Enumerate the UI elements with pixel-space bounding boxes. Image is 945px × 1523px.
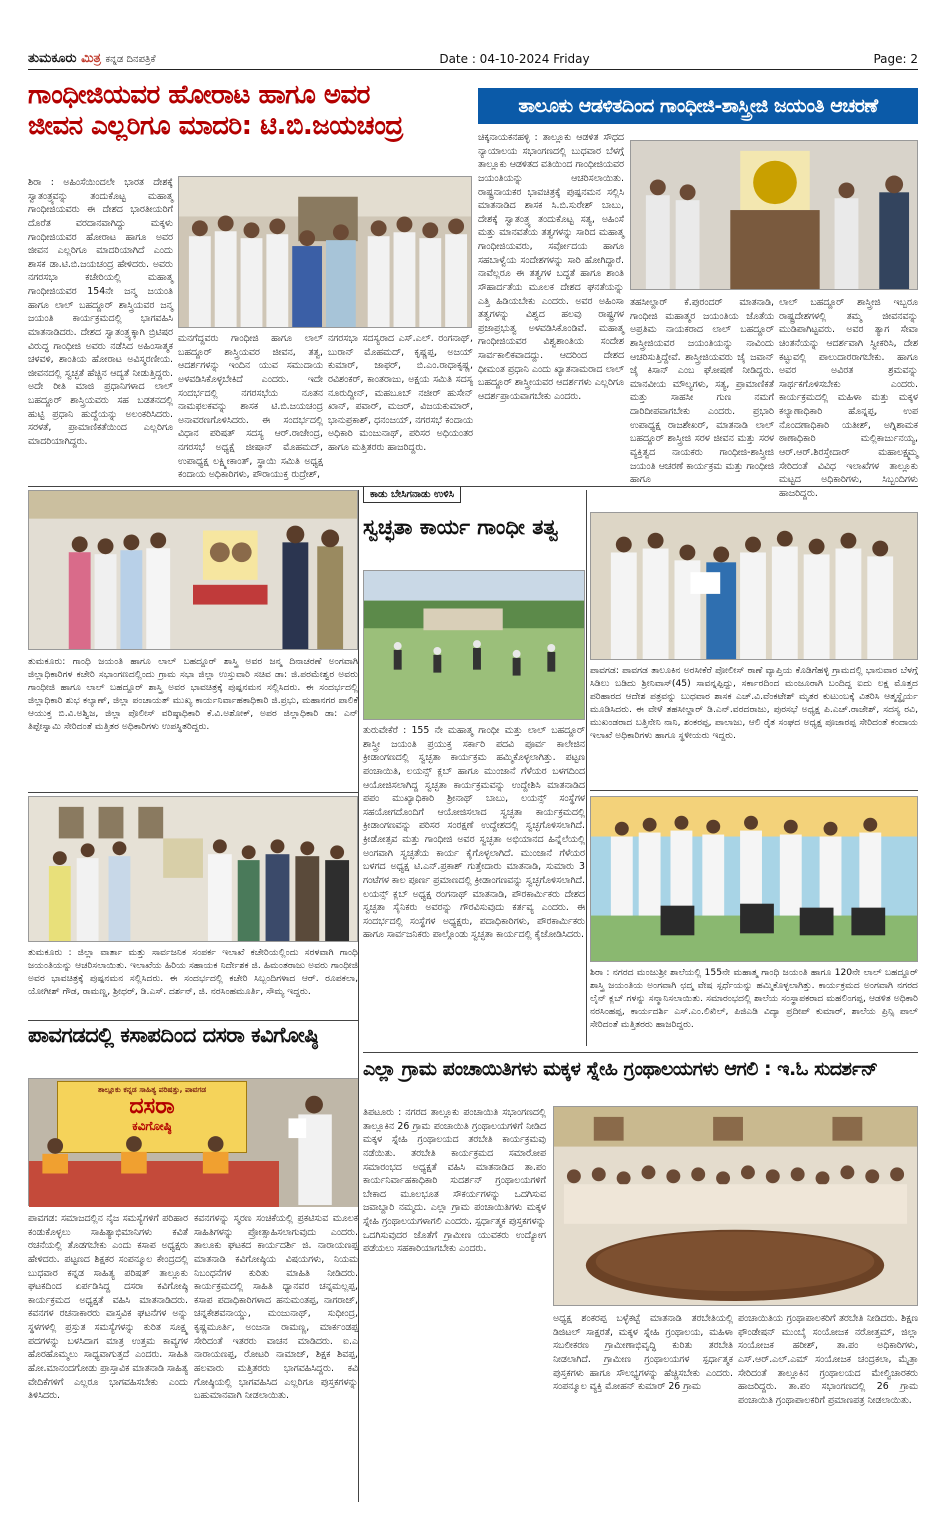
story5-photo <box>553 1106 918 1306</box>
story3-headline: ಸ್ವಚ್ಛತಾ ಕಾರ್ಯ ಗಾಂಧೀ ತತ್ವ <box>363 515 559 539</box>
poster-title: ದಸರಾ <box>129 1094 175 1119</box>
story4-headline: ಪಾವಗಡದಲ್ಲಿ ಕಸಾಪದಿಂದ ದಸರಾ ಕವಿಗೋಷ್ಠಿ <box>28 1023 319 1047</box>
tumkur-dc-photo <box>28 490 358 650</box>
column-rule <box>358 490 359 1502</box>
story3-tag: ಕಾಡು ಬೇಸಿಗನಾಡು ಉಳಿಸಿ <box>363 486 461 503</box>
caption-info-dept: ತುಮಕೂರು : ಜಿಲ್ಲಾ ವಾರ್ತಾ ಮತ್ತು ಸಾರ್ವಜನಿಕ ಸಂಪರ್ಕ ಇಲಾಖೆ ಕಚೇರಿಯಲ್ಲಿಂದು ಸರಳವಾಗಿ ಗಾಂಧಿ ಜಯಂತಿಯನ್ನು ಆಚರಿಸಲಾಯಿತು. ಇಲಾಖೆಯ ಹಿರಿಯ ಸಹಾಯಕ ನಿರ್ದೇಶಕ ಜಿ. ಹಿಮಂತರಾಜು ಅವರು ಗಾಂಧೀಜಿ ಅವರ ಭಾವಚಿತ್ರಕ್ಕೆ ಪುಷ್ಪನಮನ ಸಲ್ಲಿಸಿದರು. ಈ ಸಂದರ್ಭದಲ್ಲಿ ಕಚೇರಿ ಸಿಬ್ಬಂದಿಗಳಾದ ಆರ್. ರೂಪಕಲಾ, ಯೋಗೀಶ್ ಗೌಡ, ರಾಮಣ್ಣ, ಶ್ರೀಧರ್, ಡಿ.ಎಸ್. ದರ್ಶನ್, ಜಿ. ನರಸಿಂಹಮೂರ್ತಿ, ಸೌಮ್ಯ ಇದ್ದರು. <box>28 947 358 998</box>
story2-banner: ತಾಲೂಕು ಆಡಳಿತದಿಂದ ಗಾಂಧೀಜಿ-ಶಾಸ್ತ್ರೀಜಿ ಜಯಂತಿ ಆಚರಣೆ <box>478 88 918 124</box>
story3-photo <box>363 570 585 720</box>
poster-organiser: ತಾಲ್ಲೂಕು ಕನ್ನಡ ಸಾಹಿತ್ಯ ಪರಿಷತ್ತು, ಪಾವಗಡ <box>97 1085 207 1094</box>
story1-headline-line2: ಜೀವನ ಎಲ್ಲರಿಗೂ ಮಾದರಿ: ಟಿ.ಬಿ.ಜಯಚಂದ್ರ <box>28 111 403 142</box>
story4-col1: ಪಾವಗಡ: ಸಮಾಜದಲ್ಲಿನ ನೈಜ ಸಮಸ್ಯೆಗಳಿಗೆ ಪರಿಹಾರ ಕಂಡುಕೊಳ್ಳಲು ಸಾಹಿತ್ಯಾಭಿಮಾನಿಗಳು ಕವಿತೆ ರಚನೆಯಲ್ಲಿ ತೊಡಗಬೇಕು ಎಂದು ಕಸಾಪ ಅಧ್ಯಕ್ಷರು ಹೇಳಿದರು. ಪಟ್ಟಣದ ಶಿಕ್ಷಕರ ಸಂಪನ್ಮೂಲ ಕೇಂದ್ರದಲ್ಲಿ ಬುಧವಾರ ಕನ್ನಡ ಸಾಹಿತ್ಯ ಪರಿಷತ್ ತಾಲ್ಲೂಕು ಘಟಕದಿಂದ ಏರ್ಪಡಿಸಿದ್ದ ದಸರಾ ಕವಿಗೋಷ್ಠಿ ಕಾರ್ಯಕ್ರಮದ ಅಧ್ಯಕ್ಷತೆ ವಹಿಸಿ ಮಾತನಾಡಿದರು. ಕವನಗಳ ರಚನಾಕಾರರು ವಾಸ್ತವಿಕ ಘಟನೆಗಳ ಅನ್ನು ಸ್ಥಳಗಳಲ್ಲಿ ಪ್ರಸ್ತುತ ಸಮಸ್ಯೆಗಳನ್ನು ಕುರಿತ ಸೂಕ್ಷ್ಮ ಪದಗಳನ್ನು ಬಳಸಿದಾಗ ಮಾತ್ರ ಉತ್ತಮ ಕಾವ್ಯಗಳ ಹೊರಹೊಮ್ಮಲು ಸಾಧ್ಯವಾಗುತ್ತದೆ ಎಂದರು. ಸಾಹಿತಿ ಹೋ.ಮಾನಂದಗೋಡು ಪ್ರಾಸ್ತಾವಿಕ ಮಾತನಾಡಿ ಸಾಹಿತ್ಯ ವೇದಿಕೆಗಳಿಗೆ ಎಲ್ಲರೂ ಭಾಗವಹಿಸಬೇಕು ಎಂದು ತಿಳಿಸಿದರು. <box>28 1213 188 1402</box>
story1-col3: ನಗರಸಭಾ ಸದಸ್ಯರಾದ ಎಸ್.ಎಲ್. ರಂಗನಾಥ್, ಬುರಾನ್ ಮೊಹಮದ್, ಕೃಷ್ಣಪ್ಪ, ಅಜಯ್ ಕುಮಾರ್, ಜಾಫರ್, ಬಿ.ಎಂ.ರಾಧಾಕೃಷ್ಣ, ರವಿಶಂಕರ್, ಕಾಂತರಾಜು, ಅಕ್ಷಯ ಸಮಿತಿ ಸದಸ್ಯ ನೂರುದ್ದೀನ್, ಮಹಬೂಬ್ ನಜೀರ್ ಹುಸೇನ್ ಖಾನ್, ಪವಾರ್, ಮಜರ್, ವಿಜಯಕುಮಾರ್, ಭಾನುಪ್ರಕಾಶ್, ಧನಂಜಯ್, ನಗರಸಭೆ ಕಂದಾಯ ಅಧಿಕಾರಿ ಮಂಜುನಾಥ್, ಪರಿಸರ ಅಧಿಯಂತರ ಹಾಗೂ ಮತ್ತಿತರರು ಹಾಜರಿದ್ದರು. <box>328 333 473 453</box>
story2-col2: ತಹಸೀಲ್ದಾರ್ ಕೆ.ಪುರಂದರ್ ಮಾತನಾಡಿ, ಗಾಂಧೀಜಿ ಮಹಾತ್ಮರ ಜಯಂತಿಯ ಜೊತೆಯ ಅಪ್ರತಿಮ ನಾಯಕರಾದ ಲಾಲ್ ಬಹದ್ದೂರ್ ಶಾಸ್ತ್ರೀಜಿಯವರ ಜಯಂತಿಯನ್ನು ನಾವಿಂದು ಆಚರಿಸುತ್ತಿದ್ದೇವೆ. ಶಾಸ್ತ್ರೀಜಿಯವರು ಜೈ ಜವಾನ್ ಜೈ ಕಿಸಾನ್ ಎಂಬ ಘೋಷಣೆ ನೀಡಿದ್ದರು. ಮಾನವೀಯ ಮೌಲ್ಯಗಳು, ಸತ್ಯ, ಪ್ರಾಮಾಣಿಕತೆ ಮತ್ತು ಸಾಹಸೀ ಗುಣ ನಮಗೆ ದಾರಿದೀಪವಾಗಬೇಕು ಎಂದರು. ಪ್ರಭಾರಿ ಉಪಾಧ್ಯಕ್ಷ ರಾಜಶೇಖರ್, ಮಾತನಾಡಿ ಲಾಲ್ ಬಹದ್ದೂರ್ ಶಾಸ್ತ್ರೀಜಿ ಸರಳ ಜೀವನ ಮತ್ತು ಸರಳ ವ್ಯಕ್ತಿತ್ವದ ನಾಯಕರು ಗಾಂಧೀಜಿ-ಶಾಸ್ತ್ರೀಜಿ ಜಯಂತಿ ಆಚರಣೆ ಕಾರ್ಯಕ್ರಮ ಮತ್ತು ಗಾಂಧೀಜಿ ಹಾಗೂ <box>630 297 774 486</box>
story5-col1: ತಿಪಟೂರು : ನಗರದ ತಾಲ್ಲೂಕು ಪಂಚಾಯಿತಿ ಸಭಾಂಗಣದಲ್ಲಿ ತಾಲ್ಲೂಕಿನ 26 ಗ್ರಾಮ ಪಂಚಾಯಿತಿ ಗ್ರಂಥಾಲಯಗಳಿಗೆ ನೀಡಿದ ಮಕ್ಕಳ ಸ್ನೇಹಿ ಗ್ರಂಥಾಲಯದ ತರಬೇತಿ ಕಾರ್ಯಕ್ರಮವು ನಡೆಯಿತು. ತರಬೇತಿ ಕಾರ್ಯಕ್ರಮದ ಸಮಾರೋಪ ಸಮಾರಂಭದ ಅಧ್ಯಕ್ಷತೆ ವಹಿಸಿ ಮಾತನಾಡಿದ ತಾ.ಪಂ ಕಾರ್ಯನಿರ್ವಾಹಕಾಧಿಕಾರಿ ಸುದರ್ಶನ್ ಗ್ರಂಥಾಲಯಗಳಿಗೆ ಬೇಕಾದ ಮೂಲಭೂತ ಸೌಕರ್ಯಗಳನ್ನು ಒದಗಿಸುವ ಜವಾಬ್ದಾರಿ ನಮ್ಮದು. ಎಲ್ಲಾ ಗ್ರಾಮ ಪಂಚಾಯಿತಿಗಳು ಮಕ್ಕಳ ಸ್ನೇಹಿ ಗ್ರಂಥಾಲಯಗಳಾಗಲಿ ಎಂದರು. ಸ್ಪರ್ಧಾತ್ಮಕ ಪುಸ್ತಕಗಳನ್ನು ಒದಗಿಸುವುದರ ಜೊತೆಗೆ ಗ್ರಾಮೀಣ ಯುವಕರು ಉದ್ಯೋಗ ಪಡೆಯಲು ಸಹಕಾರಿಯಾಗಬೇಕು ಎಂದರು. <box>363 1107 546 1255</box>
info-dept-photo <box>28 796 358 942</box>
section-rule <box>28 486 918 487</box>
story4-photo <box>28 1078 358 1206</box>
story1-col1: ಶಿರಾ : ಅಹಿಂಸೆಯಿಂದಲೇ ಭಾರತ ದೇಶಕ್ಕೆ ಸ್ವಾತಂತ್ರ್ಯವನ್ನು ತಂದುಕೊಟ್ಟ ಮಹಾತ್ಮ ಗಾಂಧೀಜಿಯವರು ಈ ದೇಶದ ಭಾರತೀಯರಿಗೆ ದೊರೆತ ವರದಾನವಾಗಿದ್ದು ಮಕ್ಕಳು ಗಾಂಧೀಜಿಯವರ ಹೋರಾಟ ಹಾಗೂ ಅವರ ಜೀವನ ಎಲ್ಲರಿಗೂ ಮಾದರಿಯಾಗಿದೆ ಎಂದು ಶಾಸಕ ಡಾ.ಟಿ.ಬಿ.ಜಯಚಂದ್ರ ಹೇಳಿದರು. ಅವರು ನಗರಸಭಾ ಕಚೇರಿಯಲ್ಲಿ ಮಹಾತ್ಮ ಗಾಂಧೀಜಿಯವರ 154ನೇ ಜನ್ಮ ಜಯಂತಿ ಹಾಗೂ ಲಾಲ್ ಬಹದ್ದೂರ್ ಶಾಸ್ತ್ರಿಯವರ ಜನ್ಮ ಜಯಂತಿ ಕಾರ್ಯಕ್ರಮದಲ್ಲಿ ಭಾಗವಹಿಸಿ ಮಾತನಾಡಿದರು. ದೇಶದ ಸ್ವಾತಂತ್ರ್ಯಕ್ಕಾಗಿ ಬ್ರಿಟಿಷರ ವಿರುದ್ಧ ಗಾಂಧೀಜಿ ಅವರು ನಡೆಸಿದ ಅಹಿಂಸಾತ್ಮಕ ಚಳವಳಿ, ಶಾಂತಿಯ ಹೋರಾಟ ಅವಿಸ್ಮರಣೀಯ. ಜೀವನದಲ್ಲಿ ಸ್ವಚ್ಛತೆ ಹೆಚ್ಚಿನ ಆದ್ಯತೆ ನೀಡುತ್ತಿದ್ದರು. ಅದೇ ರೀತಿ ಮಾಜಿ ಪ್ರಧಾನಿಗಳಾದ ಲಾಲ್ ಬಹದ್ದೂರ್ ಶಾಸ್ತ್ರಿಯವರು ಸಹ ಬಡತನದಲ್ಲಿ ಹುಟ್ಟಿ ಪ್ರಧಾನಿ ಹುದ್ದೆಯನ್ನು ಅಲಂಕರಿಸಿದರು. ಸರಳತೆ, ಪ್ರಾಮಾಣಿಕತೆಯಿಂದ ಎಲ್ಲರಿಗೂ ಮಾದರಿಯಾಗಿದ್ದರು. <box>28 177 173 447</box>
story4-col2: ಕವನಗಳನ್ನು ಸ್ಮರಣ ಸಂಚಿಕೆಯಲ್ಲಿ ಪ್ರಕಟಿಸುವ ಮೂಲಕ ಸಾಹಿತಿಗಳನ್ನು ಪ್ರೋತ್ಸಾಹಿಸಲಾಗುವುದು ಎಂದರು. ತಾಲೂಕು ಘಟಕದ ಕಾರ್ಯದರ್ಶಿ ಜಿ. ನಾರಾಯಣಪ್ಪ ಮಾತನಾಡಿ ಕವಿಗೋಷ್ಠಿಯ ವಿಷಯಗಳು, ನಿಯಮ ನಿಬಂಧನೆಗಳ ಕುರಿತು ಮಾಹಿತಿ ನೀಡಿದರು. ಕಾರ್ಯಕ್ರಮದಲ್ಲಿ ಸಾಹಿತಿ ಧ್ಯಾನವರ ಚನ್ನಮಲ್ಲಪ್ಪ, ಕಸಾಪ ಪದಾಧಿಕಾರಿಗಳಾದ ಹನುಮಂತಪ್ಪ, ನಾಗರಾಜ್, ಚನ್ನಕೇಶವನಾಯ್ಡು, ಮಂಜುನಾಥ್, ಸುಧೀಂದ್ರ, ಕೃಷ್ಣಮೂರ್ತಿ, ಅಂಜನಾ ರಾಮಣ್ಣ, ಮಾರ್ಕಂಡಪ್ಪ ಸೇರಿದಂತೆ ಇತರರು ವಾಚನ ಮಾಡಿದರು. ಐ.ಎ ನಾರಾಯಣಪ್ಪ, ರೋಟರಿ ನಾಮಾಜ್, ಶಿಕ್ಷಕ ಶಿವಪ್ಪ, ಹಲವಾರು ಮತ್ತಿತರರು ಭಾಗವಹಿಸಿದ್ದರು. ಕವಿ ಗೋಷ್ಠಿಯಲ್ಲಿ ಭಾಗವಹಿಸಿದ ಎಲ್ಲರಿಗೂ ಪುಸ್ತಕಗಳನ್ನು ಬಹುಮಾನವಾಗಿ ನೀಡಲಾಯಿತು. <box>194 1213 358 1402</box>
section-rule <box>28 1020 358 1021</box>
issue-date: Date : 04-10-2024 Friday <box>439 51 590 66</box>
story1-headline-line1: ಗಾಂಧೀಜಿಯವರ ಹೋರಾಟ ಹಾಗೂ ಅವರ <box>28 80 370 110</box>
section-rule <box>590 790 918 791</box>
story1-col2: ಮನಗೆದ್ದವರು ಗಾಂಧೀಜಿ ಹಾಗೂ ಲಾಲ್ ಬಹದ್ದೂರ್ ಶಾಸ್ತ್ರಿಯವರ ಜೀವನ, ತತ್ವ, ಆದರ್ಶಗಳನ್ನು ಇಂದಿನ ಯುವ ಸಮುದಾಯ ಅಳವಡಿಸಿಕೊಳ್ಳಬೇಕಿದೆ ಎಂದರು. ಇದೇ ಸಂದರ್ಭದಲ್ಲಿ ನಗರಸಭೆಯ ನೂತನ ನಾಮಫಲಕವನ್ನು ಶಾಸಕ ಟಿ.ಬಿ.ಜಯಚಂದ್ರ ಅನಾವರಣಗೊಳಿಸಿದರು. ಈ ಸಂದರ್ಭದಲ್ಲಿ ವಿಧಾನ ಪರಿಷತ್ ಸದಸ್ಯ ಆರ್.ರಾಜೇಂದ್ರ, ನಗರಸಭೆ ಅಧ್ಯಕ್ಷೆ ಜೀಷಾನ್ ಮೊಹಮದ್, ಉಪಾಧ್ಯಕ್ಷ ಲಕ್ಷ್ಮೀಕಾಂತ್, ಸ್ಥಾಯಿ ಸಮಿತಿ ಅಧ್ಯಕ್ಷ ಕಂದಾಯ ಅಧಿಕಾರಿಗಳು, ಪೌರಾಯುಕ್ತ ರುದ್ರೇಶ್, <box>178 333 323 481</box>
paper-name-second: ಮಿತ್ರ <box>81 51 101 66</box>
story2-photo <box>630 140 918 290</box>
sira-school-photo <box>590 796 918 962</box>
section-rule <box>363 1052 918 1053</box>
page-number: Page: 2 <box>873 51 918 66</box>
story5-col3: ಪಂಚಾಯಿತಿಯ ಗ್ರಂಥಾಪಾಲಕರಿಗೆ ತರಬೇತಿ ನೀಡಿದರು. ಶಿಕ್ಷಣ ಫೌಂಡೇಷನ್ ಮುಂಬೈ ಸಂಯೋಜಕ ನರೋತ್ತಮ್, ಜಿಲ್ಲಾ ಸಂಯೋಜಕ ಹರೀಶ್, ತಾ.ಪಂ ಅಧಿಕಾರಿಗಳು, ಎಸ್.ಆರ್.ಎಲ್.ಎಮ್ ಸಂಯೋಜಕ ಚಂದ್ರಕಲಾ, ಮೈತ್ರಾ ಸೇರಿದಂತೆ ತಾಲ್ಲೂಕಿನ ಗ್ರಂಥಾಲಯದ ಮೇಲ್ವಿಚಾರಕರು ಹಾಜರಿದ್ದರು. ತಾ.ಪಂ ಸಭಾಂಗಣದಲ್ಲಿ 26 ಗ್ರಾಮ ಪಂಚಾಯಿತಿ ಗ್ರಂಥಾಪಾಲಕರಿಗೆ ಪ್ರಮಾಣಪತ್ರ ನೀಡಲಾಯಿತು. <box>738 1313 918 1406</box>
story5-headline: ಎಲ್ಲಾ ಗ್ರಾಮ ಪಂಚಾಯಿತಿಗಳು ಮಕ್ಕಳ ಸ್ನೇಹಿ ಗ್ರಂಥಾಲಯಗಳು ಆಗಲಿ : ಇ.ಓ ಸುದರ್ಶನ್ <box>363 1058 878 1080</box>
story1-photo <box>178 176 472 328</box>
paper-tagline: ಕನ್ನಡ ದಿನಪತ್ರಿಕೆ <box>105 54 156 65</box>
column-rule <box>586 490 587 1046</box>
paper-name-first: ತುಮಕೂರು <box>28 51 77 66</box>
story5-col2: ಅಧ್ಯಕ್ಷ ಶಂಕರಪ್ಪ ಬಳ್ಳೆಕಟ್ಟೆ ಮಾತನಾಡಿ ತರಬೇತಿಯಲ್ಲಿ ಡಿಜಿಟಲ್ ಸಾಕ್ಷರತೆ, ಮಕ್ಕಳ ಸ್ನೇಹಿ ಗ್ರಂಥಾಲಯ, ಮಹಿಳಾ ಸಬಲೀಕರಣ ಗ್ರಾಮೀಣಾಭಿವೃದ್ಧಿ ಕುರಿತು ತರಬೇತಿ ನೀಡಲಾಗಿದೆ. ಗ್ರಾಮೀಣ ಗ್ರಂಥಾಲಯಗಳ ಸ್ಪರ್ಧಾತ್ಮಕ ಪುಸ್ತಕಗಳು ಹಾಗೂ ಸೌಲಭ್ಯಗಳನ್ನು ಹೆಚ್ಚಿಸಬೇಕು ಎಂದರು. ಸಂಪನ್ಮೂಲ ವ್ಯಕ್ತಿ ಮೋಹನ್ ಕುಮಾರ್ 26 ಗ್ರಾಮ <box>553 1313 733 1393</box>
caption-pavagada-relief: ಪಾವಗಡ: ಪಾವಗಡ ತಾಲೂಕಿನ ಅರಸೀಕೆರೆ ಪೋಲೀಸ್ ಠಾಣೆ ವ್ಯಾಪ್ತಿಯ ಕೊಡಿಗೆಹಳ್ಳಿ ಗ್ರಾಮದಲ್ಲಿ ಭಾನುವಾರ ಬೆಳಗ್ಗೆ ಸಿಡಿಲು ಬಡಿದು ಶ್ರೀನಿವಾಸ್(45) ಸಾವನ್ನಪ್ಪಿದ್ದು, ಸರ್ಕಾರದಿಂದ ಮಂಜೂರಾಗಿ ಬಂದಿದ್ದ ಐದು ಲಕ್ಷ ಮೊತ್ತದ ಪರಿಹಾರದ ಆದೇಶ ಪತ್ರವನ್ನು ಬುಧವಾರ ಶಾಸಕ ಎಚ್.ವಿ.ವೆಂಕಟೇಶ್ ಮೃತರ ಕುಟುಂಬಕ್ಕೆ ವಿತರಿಸಿ ಆತ್ಮಸ್ಥೈರ್ಯ ಮೂಡಿಸಿದರು. ಈ ವೇಳೆ ತಹಸೀಲ್ದಾರ್ ಡಿ.ಎನ್.ವರದರಾಜು, ಪುರಸಭೆ ಅಧ್ಯಕ್ಷ ಪಿ.ಎಚ್.ರಾಜೇಶ್, ಸದಸ್ಯ ರವಿ, ಮುಖಂಡರಾದ ಬತ್ತಿನೇನಿ ನಾನಿ, ಶಂಕರಪ್ಪ, ಪಾಲಾಜು, ಆಲಿ ರೈತ ಸಂಘದ ಅಧ್ಯಕ್ಷ ಪೂಜಾರಪ್ಪ ಸೇರಿದಂತೆ ಕಂದಾಯ ಇಲಾಖೆ ಅಧಿಕಾರಿಗಳು ಹಾಗೂ ಸ್ಥಳೀಯರು ಇದ್ದರು. <box>590 665 918 742</box>
section-rule <box>28 792 358 793</box>
story2-col3: ಲಾಲ್ ಬಹದ್ದೂರ್ ಶಾಸ್ತ್ರೀಜಿ ಇಬ್ಬರೂ ರಾಷ್ಟ್ರದೇಶಗಳಲ್ಲಿ ತಮ್ಮ ಜೀವನವನ್ನು ಮುಡಿಪಾಗಿಟ್ಟವರು. ಅವರ ತ್ಯಾಗ ಸೇವಾ ಚಿಂತನೆಯನ್ನು ಆದರ್ಶವಾಗಿ ಸ್ವೀಕರಿಸಿ, ದೇಶ ಕಟ್ಟುವಲ್ಲಿ ಪಾಲುದಾರರಾಗಬೇಕು. ಹಾಗೂ ಅವರ ಅವಿರತ ಶ್ರಮವನ್ನು ಸಾರ್ಥಕಗೊಳಿಸಬೇಕು ಎಂದರು. ಕಾರ್ಯಕ್ರಮದಲ್ಲಿ ಮಹಿಳಾ ಮತ್ತು ಮಕ್ಕಳ ಕಲ್ಯಾಣಾಧಿಕಾರಿ ಹೊನ್ನಪ್ಪ, ಉಪ ನೊಂದಣಾಧಿಕಾರಿ ಯತೀಶ್, ಅಗ್ನಿಶಾಮಕ ಠಾಣಾಧಿಕಾರಿ ಮಲ್ಲಿಕಾರ್ಜುನಯ್ಯ, ಆರ್.ಆರ್.ಶಿರಸ್ತೇದಾರ್ ಮಹಾಲಕ್ಷ್ಮಮ್ಮ ಸೇರಿದಂತೆ ವಿವಿಧ ಇಲಾಖೆಗಳ ತಾಲ್ಲೂಕು ಮಟ್ಟದ ಅಧಿಕಾರಿಗಳು, ಸಿಬ್ಬಂದಿಗಳು ಹಾಜರಿದ್ದರು. <box>779 297 918 499</box>
paper-logo <box>28 51 156 66</box>
caption-tumkur: ತುಮಕೂರು: ಗಾಂಧಿ ಜಯಂತಿ ಹಾಗೂ ಲಾಲ್ ಬಹದ್ದೂರ್ ಶಾಸ್ತ್ರಿ ಅವರ ಜನ್ಮ ದಿನಾಚರಣೆ ಅಂಗವಾಗಿ ಜಿಲ್ಲಾಧಿಕಾರಿಗಳ ಕಚೇರಿ ಸಭಾಂಗಣದಲ್ಲಿಂದು ಗ್ರಾಮ ಸಭಾ ಜಿಲ್ಲಾ ಉಸ್ತುವಾರಿ ಸಚಿವ ಡಾ: ಜಿ.ಪರಮೇಶ್ವರ ಅವರು ಗಾಂಧೀಜಿ ಹಾಗೂ ಲಾಲ್ ಬಹದ್ದೂರ್ ಶಾಸ್ತ್ರಿ ಅವರ ಭಾವಚಿತ್ರಕ್ಕೆ ಪುಷ್ಪನಮನ ಸಲ್ಲಿಸಿದರು. ಈ ಸಂದರ್ಭದಲ್ಲಿ ಜಿಲ್ಲಾಧಿಕಾರಿ ಶುಭ ಕಲ್ಯಾಣ್, ಜಿಲ್ಲಾ ಪಂಚಾಯತ್ ಮುಖ್ಯ ಕಾರ್ಯನಿರ್ವಾಹಕಾಧಿಕಾರಿ ಜಿ.ಪ್ರಭು, ಮಹಾನಗರ ಪಾಲಿಕೆ ಆಯುಕ್ತ ಬಿ.ವಿ.ಅಶ್ವಿಜ, ಜಿಲ್ಲಾ ಪೊಲೀಸ್ ವರಿಷ್ಠಾಧಿಕಾರಿ ಕೆ.ವಿ.ಅಶೋಕ್, ಅಪರ ಜಿಲ್ಲಾಧಿಕಾರಿ ಡಾ: ಎನ್ ತಿಪ್ಪೇಸ್ವಾಮಿ ಸೇರಿದಂತೆ ಮತ್ತಿತರ ಅಧಿಕಾರಿಗಳು ಉಪಸ್ಥಿತರಿದ್ದರು. <box>28 656 358 733</box>
story3-body: ತುರುವೇಕೆರೆ : 155 ನೇ ಮಹಾತ್ಮ ಗಾಂಧೀ ಮತ್ತು ಲಾಲ್ ಬಹದ್ದೂರ್ ಶಾಸ್ತ್ರೀ ಜಯಂತಿ ಪ್ರಯುಕ್ತ ಸರ್ಕಾರಿ ಪದವಿ ಪೂರ್ವ ಕಾಲೇಜಿನ ಕ್ರೀಡಾಂಗಣದಲ್ಲಿ ಸ್ವಚ್ಛತಾ ಕಾರ್ಯಕ್ರಮ ಹಮ್ಮಿಕೊಳ್ಳಲಾಗಿತ್ತು. ಪಟ್ಟಣ ಪಂಚಾಯಿತಿ, ಲಯನ್ಸ್ ಕ್ಲಬ್ ಹಾಗೂ ಮುಂಜಾನೆ ಗೆಳೆಯರ ಬಳಗದಿಂದ ಆಯೋಜಿಸಲಾಗಿದ್ದ ಸ್ವಚ್ಛತಾ ಕಾರ್ಯಕ್ರಮವನ್ನು ಉದ್ದೇಶಿಸಿ ಮಾತನಾಡಿದ ಪಪಂ ಮುಖ್ಯಾಧಿಕಾರಿ ಶ್ರೀನಾಥ್ ಬಾಬು, ಲಯನ್ಸ್ ಸಂಸ್ಥೆಗಳ ಸಹಯೋಗದೊಂದಿಗೆ ಆಯೋಜಿಸಲಾದ ಸ್ವಚ್ಛತಾ ಕಾರ್ಯಕ್ರಮದಲ್ಲಿ ಕ್ರೀಡಾಂಗಣವನ್ನು ಪರಿಸರ ಸಂರಕ್ಷಣೆ ಉದ್ದೇಶದಲ್ಲಿ ಸ್ವಚ್ಛಗೊಳಿಸಲಾಗಿದೆ. ಕ್ರೀಡೋತ್ಸವ ಮತ್ತು ಗಾಂಧೀಜಿ ಅವರ ಸ್ವಚ್ಛತಾ ಅಭಿಯಾನದ ಹಿನ್ನೆಲೆಯಲ್ಲಿ ಅಂಗವಾಗಿ ಸ್ವಚ್ಛತೆಯ ಕಾರ್ಯ ಕೈಗೊಳ್ಳಲಾಗಿದೆ. ಮುಂಜಾನೆ ಗೆಳೆಯರ ಬಳಗದ ಅಧ್ಯಕ್ಷ ಟಿ.ಎನ್.ಪ್ರಕಾಶ್ ಗುತ್ತೇದಾರು ಮಾತನಾಡಿ, ಸುಮಾರು 3 ಗಂಟೆಗಳ ಕಾಲ ಪೂರ್ಣ ಪ್ರಮಾಣದಲ್ಲಿ ಕ್ರೀಡಾಂಗಣವನ್ನು ಸ್ವಚ್ಛಗೊಳಿಸಲಾಗಿದೆ. ಲಯನ್ಸ್ ಕ್ಲಬ್ ಅಧ್ಯಕ್ಷ ರಂಗನಾಥ್ ಮಾತನಾಡಿ, ಪೌರಕಾರ್ಮಿಕರು ದೇಶದ ಸ್ವಚ್ಛತಾ ಸೈನಿಕರು ಅವರನ್ನು ಗೌರವಿಸುವುದು ಕರ್ತವ್ಯ ಎಂದರು. ಈ ಸಂದರ್ಭದಲ್ಲಿ ಸಂಸ್ಥೆಗಳ ಅಧ್ಯಕ್ಷರು, ಪದಾಧಿಕಾರಿಗಳು, ಪೌರಕಾರ್ಮಿಕರು ಹಾಗೂ ಸಾರ್ವಜನಿಕರು ಪಾಲ್ಗೊಂಡು ಸ್ವಚ್ಛತಾ ಕಾರ್ಯದಲ್ಲಿ ಕೈಜೋಡಿಸಿದರು. <box>363 725 585 941</box>
pavagada-relief-photo <box>590 512 918 660</box>
caption-sira-school: ಶಿರಾ : ನಗರದ ಮಂಜುಶ್ರೀ ಶಾಲೆಯಲ್ಲಿ 155ನೇ ಮಹಾತ್ಮ ಗಾಂಧಿ ಜಯಂತಿ ಹಾಗೂ 120ನೇ ಲಾಲ್ ಬಹದ್ದೂರ್ ಶಾಸ್ತ್ರಿ ಜಯಂತಿಯ ಅಂಗವಾಗಿ ಛದ್ಮ ವೇಷ ಸ್ಪರ್ಧೆಯನ್ನು ಹಮ್ಮಿಕೊಳ್ಳಲಾಗಿತ್ತು. ಕಾರ್ಯಕ್ರಮದ ಅಂಗವಾಗಿ ನಗರದ ಲೈನ್ ಕ್ಲಬ್ ಗಳನ್ನು ಸನ್ಮಾನಿಸಲಾಯಿತು. ಸಮಾರಂಭದಲ್ಲಿ ಶಾಲೆಯ ಸಂಸ್ಥಾಪಕರಾದ ಮಹಲಿಂಗಪ್ಪ, ಆಡಳಿತ ಅಧಿಕಾರಿ ನರಸಿಂಹಪ್ಪ, ಕಾರ್ಯದರ್ಶಿ ಎಸ್.ಎಂ.ಲಿಖಿಲ್, ಪಿಜಿಎಡಿ ವಿದ್ಯಾ ಪ್ರದೀಪ್ ಕುಮಾರ್, ಶಾಲೆಯ ಪ್ರಿನ್ಸಿ ಪಾಲ್ ಸೇರಿದಂತೆ ಮತ್ತಿತರರು ಹಾಜರಿದ್ದರು. <box>590 967 918 1031</box>
story2-col1: ಚಿಕ್ಕನಾಯಕನಹಳ್ಳಿ : ತಾಲ್ಲೂಕು ಆಡಳಿತ ಸೌಧದ ನ್ಯಾಯಾಲಯ ಸಭಾಂಗಣದಲ್ಲಿ ಬುಧವಾರ ಬೆಳಗ್ಗೆ ತಾಲ್ಲೂಕು ಆಡಳಿತದ ವತಿಯಿಂದ ಗಾಂಧೀಜಿಯವರ ಜಯಂತಿಯನ್ನು ಆಚರಿಸಲಾಯಿತು. ರಾಷ್ಟ್ರನಾಯಕರ ಭಾವಚಿತ್ರಕ್ಕೆ ಪುಷ್ಪನಮನ ಸಲ್ಲಿಸಿ ಮಾತನಾಡಿದ ಶಾಸಕ ಸಿ.ಬಿ.ಸುರೇಶ್ ಬಾಬು, ದೇಶಕ್ಕೆ ಸ್ವಾತಂತ್ರ್ಯ ತಂದುಕೊಟ್ಟ ಸತ್ಯ, ಅಹಿಂಸೆ ಮತ್ತು ಮಾನವತೆಯ ತತ್ವಗಳನ್ನು ಸಾರಿದ ಮಹಾತ್ಮ ಗಾಂಧೀಜಿಯವರು, ಸರ್ವೋದಯ ಹಾಗೂ ಸಹಬಾಳ್ವೆಯ ಸಂದೇಶಗಳನ್ನು ಸಾರಿ ಹೋಗಿದ್ದಾರೆ. ನಾವೆಲ್ಲರೂ ಈ ತತ್ವಗಳ ಬದ್ಧತೆ ಹಾಗೂ ಶಾಂತಿ ಸೌಹಾರ್ದತೆಯ ಮೂಲಕ ದೇಶದ ಘನತೆಯನ್ನು ಎತ್ತಿ ಹಿಡಿಯಬೇಕು ಎಂದರು. ಅವರ ಅಹಿಂಸಾ ತತ್ವಗಳನ್ನು ವಿಶ್ವದ ಹಲವು ರಾಷ್ಟ್ರಗಳ ಪ್ರಜಾಪ್ರಭುತ್ವ ಅಳವಡಿಸಿಕೊಂಡಿವೆ. ಮಹಾತ್ಮ ಗಾಂಧೀಜಿಯವರ ವಿಶ್ವಶಾಂತಿಯ ಸಂದೇಶ ಸಾರ್ವಕಾಲಿಕವಾದದ್ದು. ಆದರಿಂದ ದೇಶದ ಧೀಮಂತ ಪ್ರಧಾನಿ ಎಂದು ಖ್ಯಾತನಾಮರಾದ ಲಾಲ್ ಬಹದ್ದೂರ್ ಶಾಸ್ತ್ರೀಯವರ ಆದರ್ಶಗಳು ಎಲ್ಲರಿಗೂ ಆದರ್ಶಪ್ರಾಯವಾಗಬೇಕು ಎಂದರು. <box>478 132 624 402</box>
masthead <box>28 48 918 70</box>
poster-subtitle: ಕವಿಗೋಷ್ಠಿ <box>132 1119 172 1134</box>
story1-headline <box>28 82 473 141</box>
